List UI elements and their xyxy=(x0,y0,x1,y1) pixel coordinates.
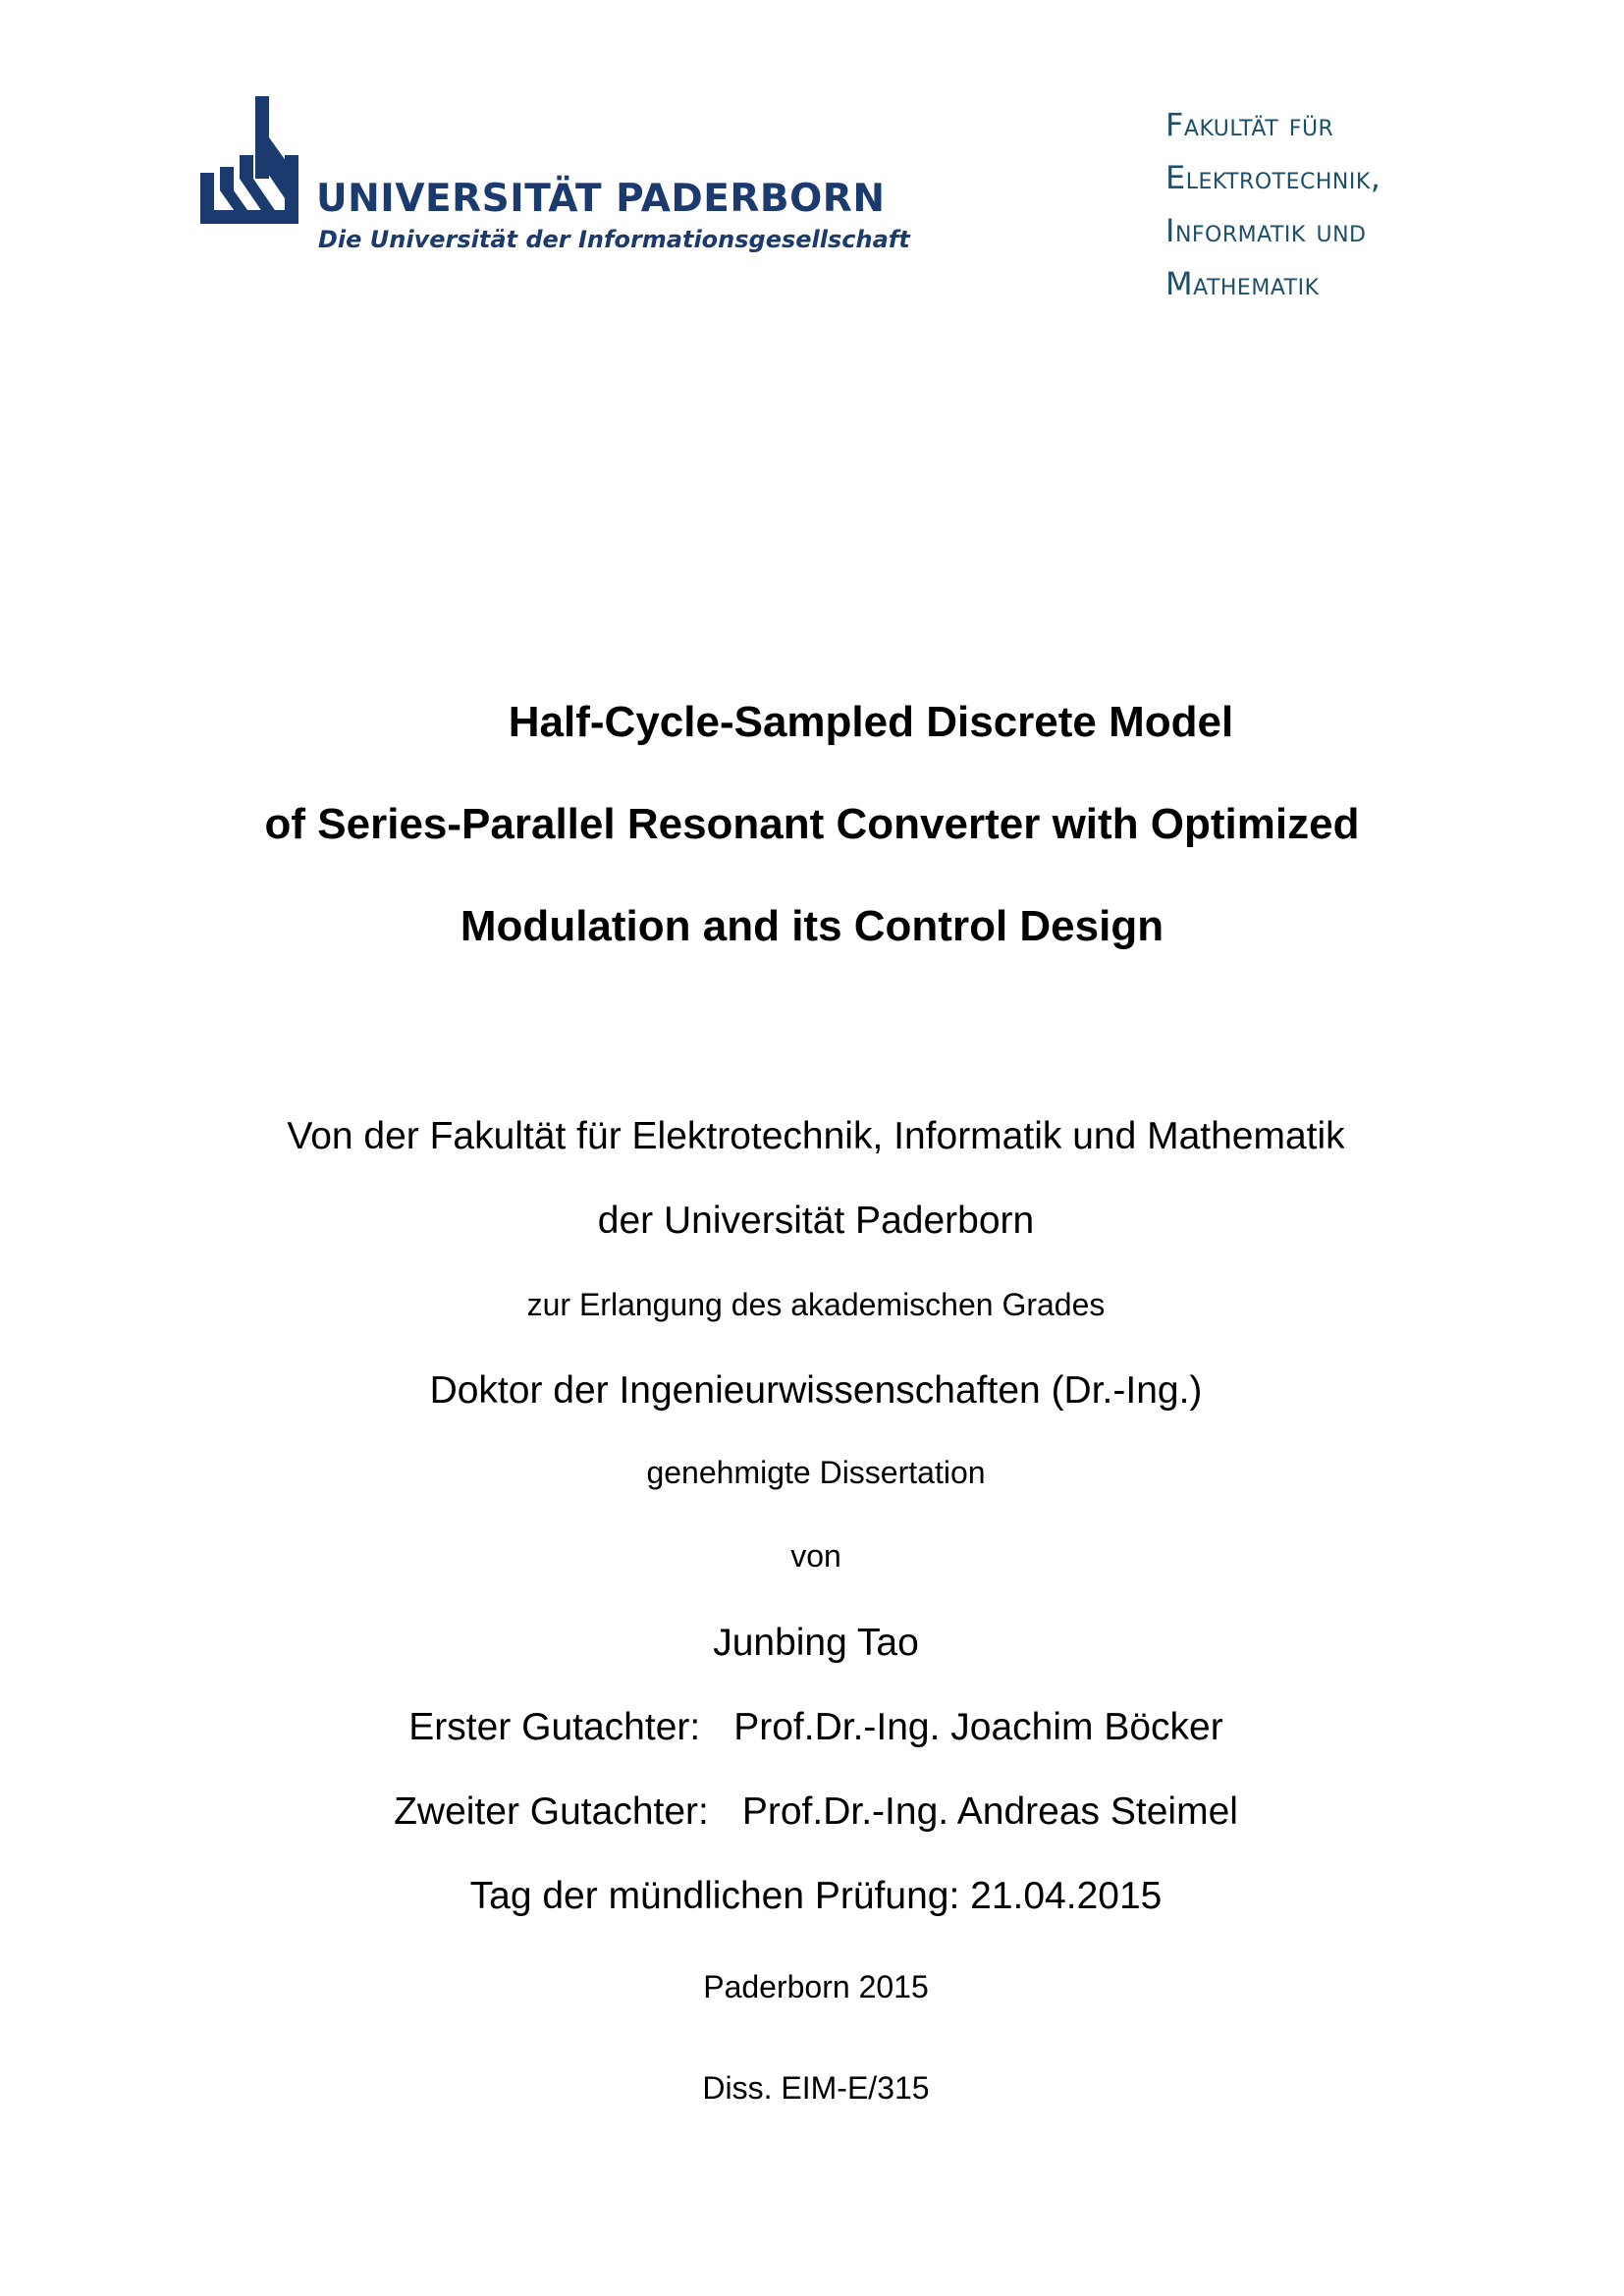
dissertation-title-line-2: of Series-Parallel Resonant Converter with Optimized xyxy=(264,800,1360,848)
first-reviewer xyxy=(0,1708,1624,1746)
second-reviewer xyxy=(0,1792,1624,1831)
faculty-heading xyxy=(1165,98,1558,310)
faculty-line-1: Fakultät für xyxy=(1165,106,1334,143)
place-year: Paderborn 2015 xyxy=(703,1969,929,2004)
university-tagline: Die Universität der Informationsgesellschaft xyxy=(318,226,910,253)
degree-statement: Doktor der Ingenieurwissenschaften (Dr.-Ing.) xyxy=(429,1369,1203,1412)
faculty-statement: Von der Fakultät für Elektrotechnik, Informatik und Mathematik xyxy=(287,1115,1345,1157)
first-reviewer-name: Prof.Dr.-Ing. Joachim Böcker xyxy=(733,1706,1223,1748)
von-statement: von xyxy=(790,1538,841,1574)
dissertation-number: Diss. EIM-E/315 xyxy=(702,2070,930,2106)
purpose-statement: zur Erlangung des akademischen Grades xyxy=(526,1287,1106,1322)
first-reviewer-label: Erster Gutachter: xyxy=(408,1706,701,1748)
university-wordmark: UNIVERSITÄT PADERBORN xyxy=(316,177,886,221)
faculty-line-4: Mathematik xyxy=(1165,265,1320,302)
second-reviewer-name: Prof.Dr.-Ing. Andreas Steimel xyxy=(741,1790,1238,1833)
second-reviewer-label: Zweiter Gutachter: xyxy=(394,1790,709,1833)
exam-date: Tag der mündlichen Prüfung: 21.04.2015 xyxy=(469,1875,1163,1917)
university-logo-mark-icon xyxy=(200,96,298,226)
dissertation-title-line-3: Modulation and its Control Design xyxy=(460,902,1164,950)
university-statement: der Universität Paderborn xyxy=(597,1200,1035,1242)
approval-statement: genehmigte Dissertation xyxy=(646,1455,986,1490)
faculty-line-3: Informatik und xyxy=(1165,212,1367,249)
dissertation-title-line-1: Half-Cycle-Sampled Discrete Model xyxy=(508,698,1234,746)
author-name: Junbing Tao xyxy=(713,1622,919,1664)
faculty-line-2: Elektrotechnik, xyxy=(1165,159,1381,196)
university-logo xyxy=(200,96,910,263)
